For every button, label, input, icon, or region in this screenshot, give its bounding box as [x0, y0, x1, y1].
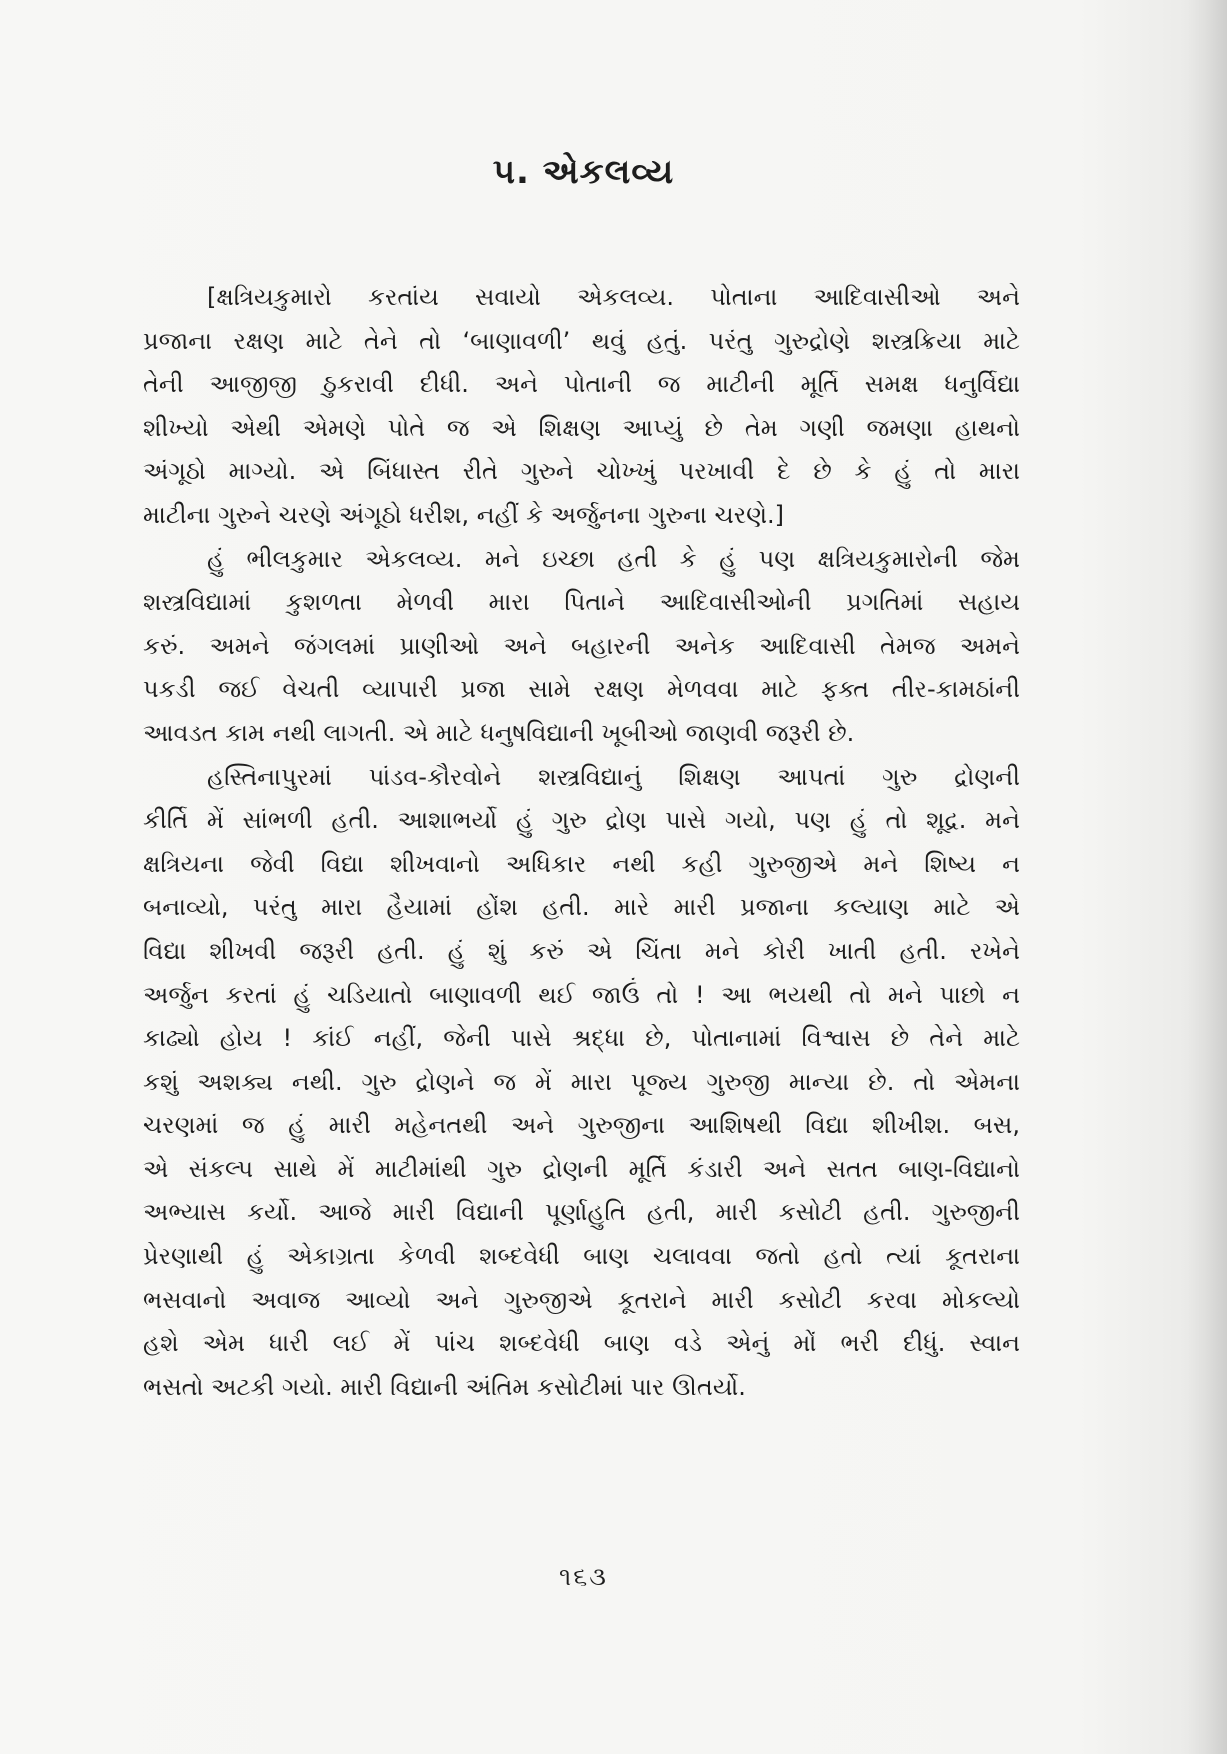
text-line: અભ્યાસ કર્યો. આજે મારી વિદ્યાની પૂર્ણાહુતિ હતી, મારી કસોટી હતી. ગુરુજીની: [143, 1198, 1020, 1227]
text-line: [ક્ષત્રિયકુમારો કરતાંય સવાયો એકલવ્ય. પોતાના આદિવાસીઓ અને: [207, 283, 1020, 311]
text-line: વિદ્યા શીખવી જરૂરી હતી. હું શું કરું એ ચિંતા મને કોરી ખાતી હતી. રખેને: [143, 936, 1020, 965]
chapter-title: ૫. એકલવ્ય: [492, 152, 675, 192]
text-line: હશે એમ ધારી લઈ મેં પાંચ શબ્દવેધી બાણ વડે એનું મોં ભરી દીધું. સ્વાન: [143, 1329, 1020, 1358]
text-line: ભસતો અટકી ગયો. મારી વિદ્યાની અંતિમ કસોટીમાં પાર ઊતર્યો.: [143, 1372, 746, 1401]
text-line: કરું. અમને જંગલમાં પ્રાણીઓ અને બહારની અનેક આદિવાસી તેમજ અમને: [143, 631, 1020, 660]
text-line: પ્રજાના રક્ષણ માટે તેને તો ‘બાણાવળી’ થવું હતું. પરંતુ ગુરુદ્રોણે શસ્ત્રક્રિયા માટે: [143, 326, 1020, 355]
text-line: બનાવ્યો, પરંતુ મારા હૈયામાં હોંશ હતી. મારે મારી પ્રજાના કલ્યાણ માટે એ: [143, 893, 1020, 922]
text-line: કાઢ્યો હોય ! કાંઈ નહીં, જેની પાસે શ્રદ્ધા છે, પોતાનામાં વિશ્વાસ છે તેને માટે: [143, 1024, 1020, 1053]
text-line: અર્જુન કરતાં હું ચડિયાતો બાણાવળી થઈ જાઉં તો ! આ ભયથી તો મને પાછો ન: [143, 980, 1020, 1009]
paragraph: [143, 538, 1020, 756]
paragraph: [143, 756, 1020, 1410]
text-line: હું ભીલકુમાર એકલવ્ય. મને ઇચ્છા હતી કે હું પણ ક્ષત્રિયકુમારોની જેમ: [207, 544, 1020, 573]
text-line: એ સંકલ્પ સાથે મેં માટીમાંથી ગુરુ દ્રોણની મૂર્તિ કંડારી અને સતત બાણ-વિદ્યાનો: [143, 1154, 1020, 1183]
page-edge-shadow: [1187, 0, 1227, 1754]
text-line: પ્રેરણાથી હું એકાગ્રતા કેળવી શબ્દવેધી બાણ ચલાવવા જતો હતો ત્યાં કૂતરાના: [143, 1242, 1020, 1271]
text-line: આવડત કામ નથી લાગતી. એ માટે ધનુષવિદ્યાની ખૂબીઓ જાણવી જરૂરી છે.: [143, 718, 855, 747]
text-line: શસ્ત્રવિદ્યામાં કુશળતા મેળવી મારા પિતાને આદિવાસીઓની પ્રગતિમાં સહાય: [143, 588, 1020, 617]
text-line: કશું અશક્ય નથી. ગુરુ દ્રોણને જ મેં મારા પૂજ્ય ગુરુજી માન્યા છે. તો એમના: [143, 1067, 1020, 1096]
body-text: [143, 276, 1020, 1409]
text-line: ભસવાનો અવાજ આવ્યો અને ગુરુજીએ કૂતરાને મારી કસોટી કરવા મોકલ્યો: [143, 1285, 1020, 1314]
text-line: અંગૂઠો માગ્યો. એ બિંધાસ્ત રીતે ગુરુને ચોખ્ખું પરખાવી દે છે કે હું તો મારા: [143, 457, 1020, 486]
text-line: માટીના ગુરુને ચરણે અંગૂઠો ધરીશ, નહીં કે અર્જુનના ગુરુના ચરણે.]: [143, 500, 785, 529]
text-line: શીખ્યો એથી એમણે પોતે જ એ શિક્ષણ આપ્યું છે તેમ ગણી જમણા હાથનો: [143, 413, 1020, 442]
text-line: પકડી જઈ વેચતી વ્યાપારી પ્રજા સામે રક્ષણ મેળવવા માટે ફક્ત તીર-કામઠાંની: [143, 675, 1020, 704]
text-line: હસ્તિનાપુરમાં પાંડવ-કૌરવોને શસ્ત્રવિદ્યાનું શિક્ષણ આપતાં ગુરુ દ્રોણની: [207, 762, 1020, 791]
text-line: ક્ષત્રિયના જેવી વિદ્યા શીખવાનો અધિકાર નથી કહી ગુરુજીએ મને શિષ્ય ન: [143, 849, 1020, 878]
text-line: કીર્તિ મેં સાંભળી હતી. આશાભર્યો હું ગુરુ દ્રોણ પાસે ગયો, પણ હું તો શૂદ્ર. મને: [143, 806, 1020, 835]
page-number: ૧૬૩: [559, 1562, 608, 1591]
text-line: તેની આજીજી ઠુકરાવી દીધી. અને પોતાની જ માટીની મૂર્તિ સમક્ષ ધનુર્વિદ્યા: [143, 370, 1020, 399]
paragraph-intro: [143, 276, 1020, 538]
text-line: ચરણમાં જ હું મારી મહેનતથી અને ગુરુજીના આશિષથી વિદ્યા શીખીશ. બસ,: [143, 1111, 1020, 1140]
